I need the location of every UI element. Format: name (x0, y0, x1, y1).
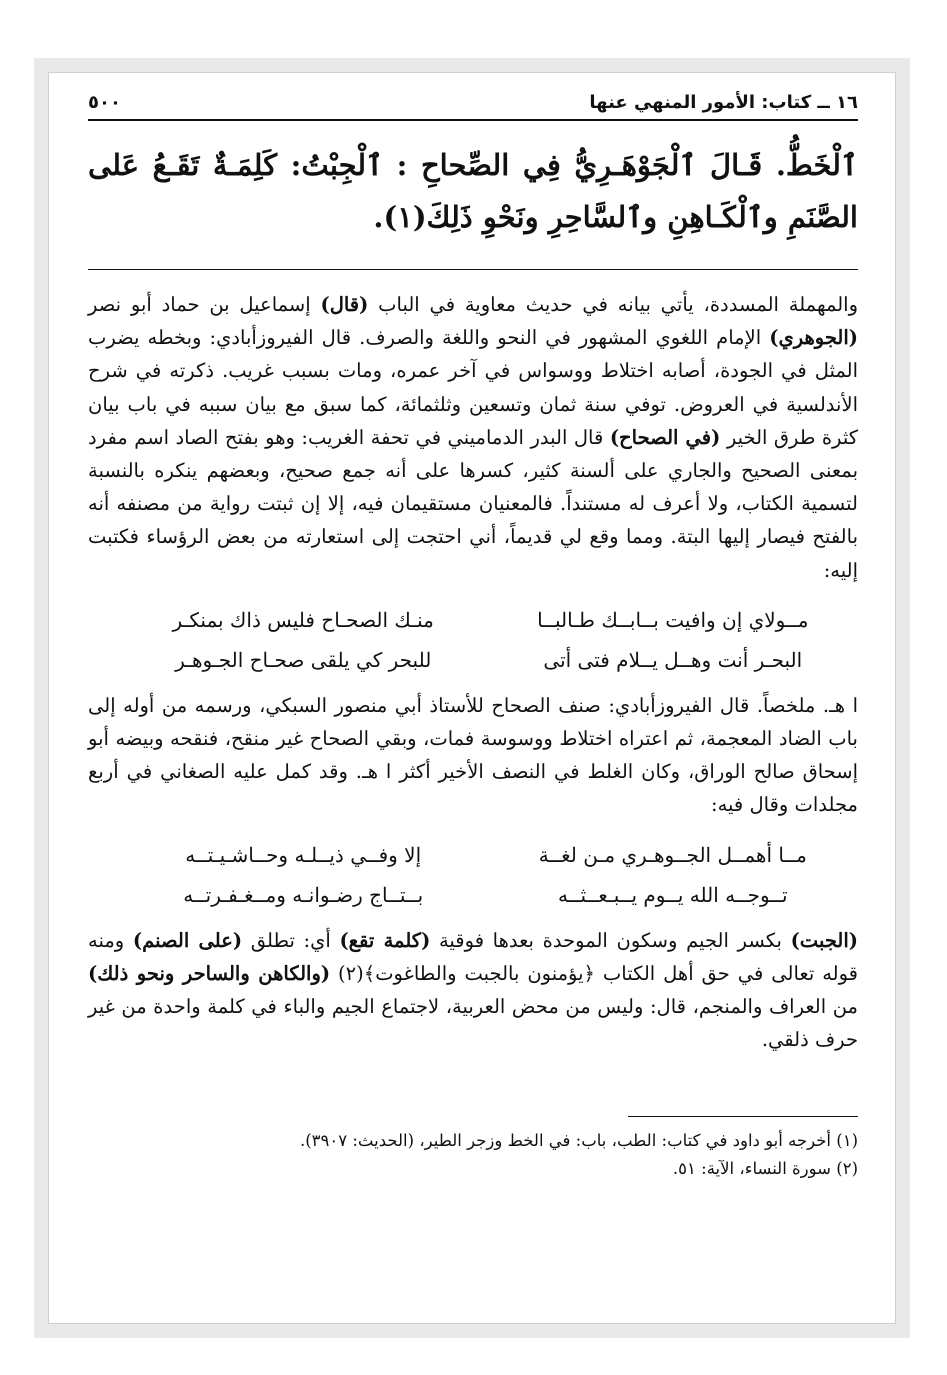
keyword: (والكاهن والساحر ونحو ذلك) (88, 961, 331, 985)
commentary (88, 288, 858, 1056)
keyword: (في الصحاح) (609, 425, 721, 449)
keyword: (كلمة تقع) (339, 928, 431, 952)
poem-2 (88, 828, 858, 918)
running-header (88, 92, 858, 121)
keyword: (على الصنم) (132, 928, 243, 952)
commentary-paragraph-1 (88, 288, 858, 587)
hemistich-right: مــولاي إن وافيت بــابــك طـالبــا (537, 607, 809, 632)
keyword: (الجوهري) (769, 326, 858, 350)
verse-line (88, 878, 858, 918)
keyword: (قال) (320, 293, 369, 316)
hemistich-left: إلا وفــي ذيــلـه وحــاشـيـتــه (185, 842, 422, 867)
verse-line (88, 828, 858, 878)
commentary-paragraph-3 (88, 924, 858, 1057)
page-number: ٥٠٠ (88, 92, 121, 113)
text-run: من العراف والمنجم، قال: وليس من محض العربية، لاجتماع الجيم والباء في كلمة واحدة من غير حرف ذلقي. (88, 995, 858, 1052)
footnote-2: (٢) سورة النساء، الآية: ٥١. (672, 1159, 858, 1179)
hemistich-right: تــوجــه الله يــوم يــبـعــثــه (558, 882, 788, 907)
footnote-1: (١) أخرجه أبو داود في كتاب: الطب، باب: في الخط وزجر الطير، (الحديث: ٣٩٠٧). (299, 1131, 858, 1151)
text-run: أي: تطلق (242, 928, 340, 952)
chapter-title: ١٦ ــ كتاب: الأمور المنهي عنها (589, 92, 858, 113)
hadith-text: ٱلْخَطُّ. قَـالَ ٱلْجَوْهَـرِيُّ فِي الصِّحاحِ : ٱلْجِبْتُ: كَلِمَـةٌ تَقَـعُ عَلى الصَّنَمِ وٱلْكَـاهِنِ وٱلسَّاحِرِ ونَحْوِ ذَلِكَ(١). (88, 148, 858, 234)
text-run: بكسر الجيم وسكون الموحدة بعدها فوقية (430, 928, 791, 952)
hemistich-right: البحـر أنت وهــل يــلام فتى أتى (543, 647, 803, 672)
verse-line (88, 643, 858, 683)
hemistich-left: بــتــاج رضـوانـه ومــغـفـرتــه (183, 882, 424, 907)
book-page (88, 92, 858, 1183)
hemistich-left: منـك الصحـاح فليس ذاك بمنكـر (172, 607, 434, 632)
footnotes (88, 1127, 858, 1183)
text-run: الإمام اللغوي المشهور في النحو واللغة والصرف. قال الفيروزأبادي: وبخطه يضرب المثل في الجودة، أصابه اختلاط ووسواس في آخر عمره، ومات بسبب غريب. ذكرته في شرح الأندلسية في العروض. توفي سنة ثمان وتسعين وثلثمائة، كما سبق مع بيان سببه في باب بيان كثرة طرق الخير (88, 326, 858, 449)
keyword: (الجبت) (790, 928, 859, 952)
footnote-divider (628, 1116, 858, 1117)
section-divider (88, 269, 858, 270)
text-run: ومنه قوله تعالى في حق أهل الكتاب ﴿يؤمنون بالجبت والطاغوت﴾(٢) (88, 928, 858, 985)
hemistich-right: مــا أهمــل الجــوهـري مـن لغــة (538, 842, 807, 867)
text-run: إسماعيل بن حماد أبو نصر (88, 293, 321, 316)
hemistich-left: للبحر كي يلقى صحـاح الجـوهـر (175, 647, 432, 672)
poem-1 (88, 593, 858, 683)
text-run: والمهملة المسددة، يأتي بيانه في حديث معاوية في الباب (368, 293, 858, 316)
text-run: قال البدر الدماميني في تحفة الغريب: وهو بفتح الصاد اسم مفرد بمعنى الصحيح والجاري على ألسنة كثير، كسرها على أنه جمع صحيح، وبعضهم ينكره بالنسبة لتسمية الكتاب، ولا أعرف له مستنداً. فالمعنيان مستقيمان فيه، إلا إن ثبتت رواية من مصنفه أنه بالفتح فيصار إليها البتة. ومما وقع لي قديماً، أني احتجت إلى استعارته من بعض الرؤساء فكتبت إليه: (88, 425, 858, 582)
verse-line (88, 593, 858, 643)
commentary-paragraph-2: ا هـ. ملخصاً. قال الفيروزأبادي: صنف الصحاح للأستاذ أبي منصور السبكي، ورسمه من أوله إلى باب الضاد المعجمة، ثم اعتراه اختلاط ووسوسة فمات، وبقي الصحاح غير منقح، فنقحه وبيضه أبو إسحاق صالح الوراق، وكان الغلط في النصف الأخير أكثر ا هـ. وقد كمل عليه الصغاني في أربع مجلدات وقال فيه: (88, 693, 858, 817)
